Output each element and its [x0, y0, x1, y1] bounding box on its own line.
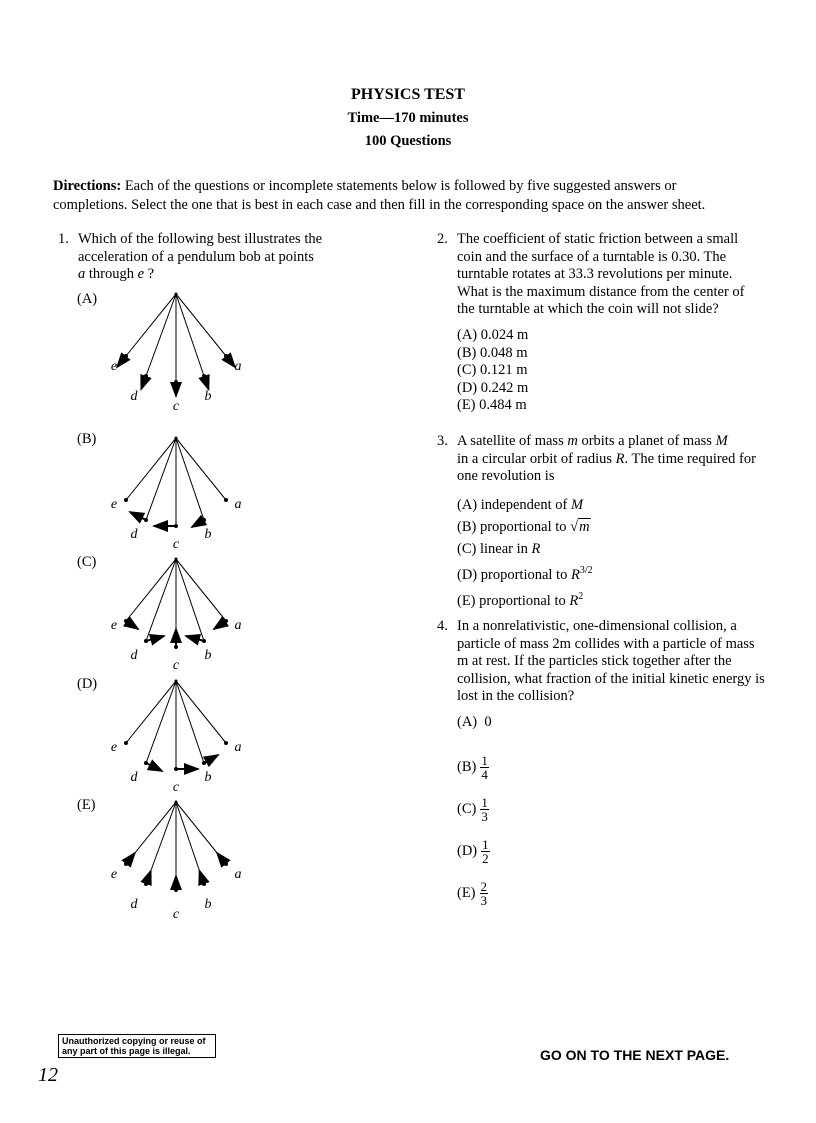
- test-title: PHYSICS TEST: [351, 86, 465, 103]
- acceleration-arrow-e: [126, 621, 138, 629]
- acceleration-arrow-a: [226, 356, 235, 367]
- pendulum-string: [176, 438, 226, 500]
- q1-option-c: (C): [77, 554, 97, 570]
- go-on-notice: GO ON TO THE NEXT PAGE.: [540, 1047, 730, 1063]
- acceleration-arrow-d: [146, 871, 151, 884]
- question-3: 3. A satellite of mass m orbits a planet of mass M in a circular orbit of radius R. The time required for one revolution is: [437, 433, 756, 484]
- acceleration-arrow-b: [204, 755, 218, 763]
- point-label-d: d: [130, 527, 138, 542]
- point-label-b: b: [204, 389, 212, 404]
- pendulum-string: [146, 681, 176, 763]
- point-label-a: a: [234, 740, 242, 755]
- q2-option-a: (A) 0.024 m: [457, 327, 529, 343]
- point-label-b: b: [204, 648, 212, 663]
- test-time: Time—170 minutes: [347, 110, 469, 126]
- copyright-notice: Unauthorized copying or reuse of any part of this page is illegal.: [58, 1034, 216, 1058]
- point-label-e: e: [110, 359, 118, 374]
- page-number: 12: [38, 1064, 58, 1086]
- point-label-e: e: [110, 497, 118, 512]
- acceleration-arrow-d: [130, 512, 146, 520]
- q2-option-d: (D) 0.242 m: [457, 379, 529, 396]
- question-count: 100 Questions: [364, 133, 452, 149]
- pendulum-diagrams: [0, 0, 420, 920]
- point-label-d: d: [130, 648, 138, 663]
- point-label-c: c: [172, 907, 180, 920]
- acceleration-arrow-b: [192, 520, 204, 527]
- question-1: 1. Which of the following best illustrates the acceleration of a pendulum bob at points a through e ?: [58, 231, 323, 282]
- point-label-c: c: [172, 780, 180, 795]
- pendulum-string: [146, 294, 176, 376]
- question-2: 2. The coefficient of static friction between a small coin and the surface of a turntable is 0.30. The turntable rotates at 33.3 revolutions per minute. What is the maximum distance from the center of the turntable at which the coin will not slide?: [437, 231, 745, 317]
- q3-option-e: (E) proportional to $R^2$: [457, 590, 584, 609]
- acceleration-arrow-d: [146, 763, 162, 771]
- pendulum-string: [176, 559, 226, 621]
- point-label-a: a: [234, 618, 242, 633]
- q4-option-c: (C) $\frac{1}{3}$: [457, 795, 488, 824]
- pendulum-string: [176, 294, 226, 356]
- acceleration-arrow-d: [141, 376, 146, 389]
- point-label-d: d: [130, 897, 138, 912]
- q2-option-b: (B) 0.048 m: [457, 344, 528, 361]
- point-label-c: c: [172, 658, 180, 673]
- q3-options: [457, 494, 593, 612]
- pendulum-string: [176, 681, 226, 743]
- pendulum-bob-e: [124, 498, 128, 502]
- pendulum-string: [126, 438, 176, 500]
- point-label-a: a: [234, 867, 242, 882]
- q4-option-a: (A) 0: [457, 714, 492, 730]
- q1-option-e: (E): [77, 797, 96, 813]
- point-label-e: e: [110, 867, 118, 882]
- pendulum-string: [126, 559, 176, 621]
- point-label-c: c: [172, 537, 180, 552]
- pendulum-string: [146, 438, 176, 520]
- q4-option-b: (B) $\frac{1}{4}$: [457, 753, 488, 782]
- pendulum-bob-a: [224, 498, 228, 502]
- point-label-d: d: [130, 389, 138, 404]
- question-4: 4. In a nonrelativistic, one-dimensional collision, a particle of mass 2m collides with a particle of mass m at rest. If the particles stick together after the collision, what fraction of the initial kinetic energy is lost in the collision?: [437, 618, 765, 704]
- point-label-c: c: [172, 399, 180, 414]
- acceleration-arrow-a: [217, 853, 226, 864]
- q2-option-c: (C) 0.121 m: [457, 362, 528, 378]
- point-label-b: b: [204, 897, 212, 912]
- q1-option-b: (B): [77, 431, 97, 447]
- point-label-b: b: [204, 770, 212, 785]
- acceleration-arrow-d: [146, 636, 164, 641]
- pendulum-string: [146, 559, 176, 641]
- q1-option-a: (A): [77, 291, 98, 307]
- acceleration-arrow-b: [204, 376, 209, 389]
- directions: Directions: Each of the questions or incomplete statements below is followed by five suggested answers or completions. Select the one that is best in each case and then fill in the corresponding space on the answer sheet.: [53, 178, 706, 213]
- q2-option-e: (E) 0.484 m: [457, 397, 527, 413]
- pendulum-string: [176, 294, 204, 376]
- pendulum-string: [126, 294, 176, 356]
- point-label-a: a: [234, 359, 242, 374]
- point-label-d: d: [130, 770, 138, 785]
- acceleration-arrow-e: [117, 356, 126, 367]
- pendulum-bob-e: [124, 741, 128, 745]
- acceleration-arrow-b: [199, 871, 204, 884]
- q1-option-d: (D): [77, 676, 98, 692]
- pendulum-string: [176, 438, 204, 520]
- q3-option-c: (C) linear in R: [457, 541, 541, 557]
- acceleration-arrow-b: [186, 636, 204, 641]
- point-label-e: e: [110, 618, 118, 633]
- pendulum-string: [176, 681, 204, 763]
- q2-options: [457, 327, 528, 415]
- acceleration-arrow-a: [214, 621, 226, 629]
- pendulum-bob-a: [224, 741, 228, 745]
- pendulum-string: [126, 681, 176, 743]
- point-label-a: a: [234, 497, 242, 512]
- point-label-e: e: [110, 740, 118, 755]
- q4-option-e: (E) $\frac{2}{3}$: [457, 879, 488, 908]
- q4-option-d: (D) $\frac{1}{2}$: [457, 837, 489, 866]
- q3-option-b: (B) proportional to √m: [457, 519, 590, 535]
- q3-option-d: (D) proportional to $R^{3/2}$: [457, 565, 593, 583]
- pendulum-string: [176, 559, 204, 641]
- point-label-b: b: [204, 527, 212, 542]
- acceleration-arrow-e: [126, 853, 135, 864]
- q3-option-a: (A) independent of M: [457, 497, 584, 513]
